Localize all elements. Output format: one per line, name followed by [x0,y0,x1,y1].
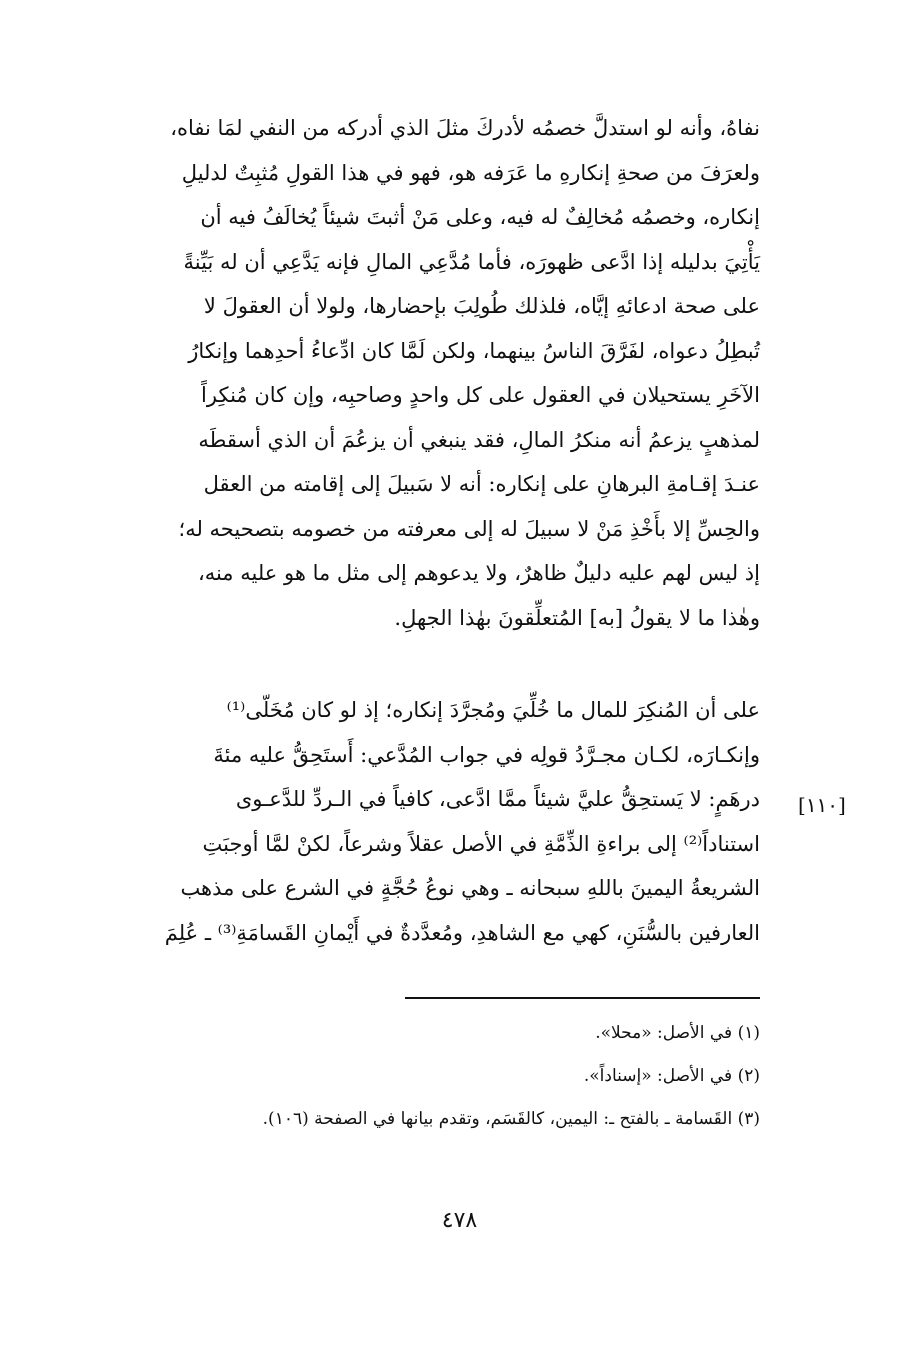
page-number: ٤٧٨ [441,1208,478,1233]
text-line: إنكاره، وخصمُه مُخالِفٌ له فيه، وعلى مَنْ أثبتَ شيئاً يُخالَفُ فيه أن [200,205,760,229]
text-line: ولعرَفَ من صحةِ إنكارهِ ما عَرَفه هو، فهو في هذا القولِ مُثبِتٌ لدليلِ [181,160,760,185]
text-line: عنـدَ إقـامةِ البرهانِ على إنكاره: أنه لا سَبيلَ إلى إقامته من العقل [203,472,760,496]
text-line: لمذهبٍ يزعمُ أنه منكرُ المالِ، فقد ينبغي أن يزعُمَ أن الذي أسقطَه [198,427,760,452]
text-line: نفاهُ، وأنه لو استدلَّ خصمُه لأدركَ مثلَ الذي أدركه من النفي لمَا نفاه، [170,116,760,140]
text-line: والحِسِّ إلا بأَخْذِ مَنْ لا سبيلَ له إلى معرفته من خصومه بتصحيحه له؛ [178,516,760,541]
text-line: العارفين بالسُّنَنِ، كهي مع الشاهدِ، ومُعدَّدةٌ في أَيْمانِ القَسامَةِ⁽³⁾ ـ عُلِمَ [164,920,760,945]
text-line: درهَمٍ: لا يَستحِقُّ عليَّ شيئاً ممَّا ادَّعى، كافياً في الـردِّ للدَّعـوى [235,787,760,811]
text-line: على صحة ادعائهِ إيَّاه، فلذلك طُولِبَ بإحضارها، ولولا أن العقولَ لا [203,294,760,318]
text-line: إذ ليس لهم عليه دليلٌ ظاهرٌ، ولا يدعوهم إلى مثل ما هو عليه منه، [197,561,760,585]
manuscript-folio-marker: [١١٠] [798,793,846,817]
text-line: الشريعةُ اليمينَ باللهِ سبحانه ـ وهي نوعُ حُجَّةٍ في الشرع على مذهب [180,876,760,900]
footnote-separator [405,997,760,999]
text-line: على أن المُنكِرَ للمال ما خُلِّيَ ومُجرَّدَ إنكاره؛ إذ لو كان مُخَلّى⁽¹⁾ [226,698,760,722]
paragraph-2 [70,688,760,955]
footnote: (٣) القَسامة ـ بالفتح ـ: اليمين، كالقَسَم، وتقدم بيانها في الصفحة (١٠٦). [262,1109,760,1129]
footnote: (٢) في الأصل: «إسناداً». [583,1066,760,1086]
footnote: (١) في الأصل: «محلا». [595,1023,760,1043]
text-line: وإنكـارَه، لكـان مجـرَّدُ قولِه في جواب المُدَّعي: أَستَحِقُّ عليه مئةَ [213,742,760,767]
footnotes [70,1012,760,1141]
paragraph-1 [70,106,760,640]
text-line: يَأْتِيَ بدليله إذا ادَّعى ظهورَه، فأما مُدَّعِي المالِ فإنه يَدَّعِي أن له بَيِّنةً [183,249,760,274]
text-line: استناداً⁽²⁾ إلى براءةِ الذِّمَّةِ في الأصل عقلاً وشرعاً، لكنْ لمَّا أوجبَتِ [202,831,760,856]
text-line: تُبطِلُ دعواه، لفَرَّقَ الناسُ بينهما، ولكن لَمَّا كان ادِّعاءُ أحدِهما وإنكارُ [188,338,760,363]
text-line: الآخَرِ يستحيلان في العقول على كل واحدٍ وصاحبِه، وإن كان مُنكِراً [201,383,760,407]
text-line: وهٰذا ما لا يقولُ [به] المُتعلِّقونَ بهٰذا الجهلِ. [394,605,760,630]
